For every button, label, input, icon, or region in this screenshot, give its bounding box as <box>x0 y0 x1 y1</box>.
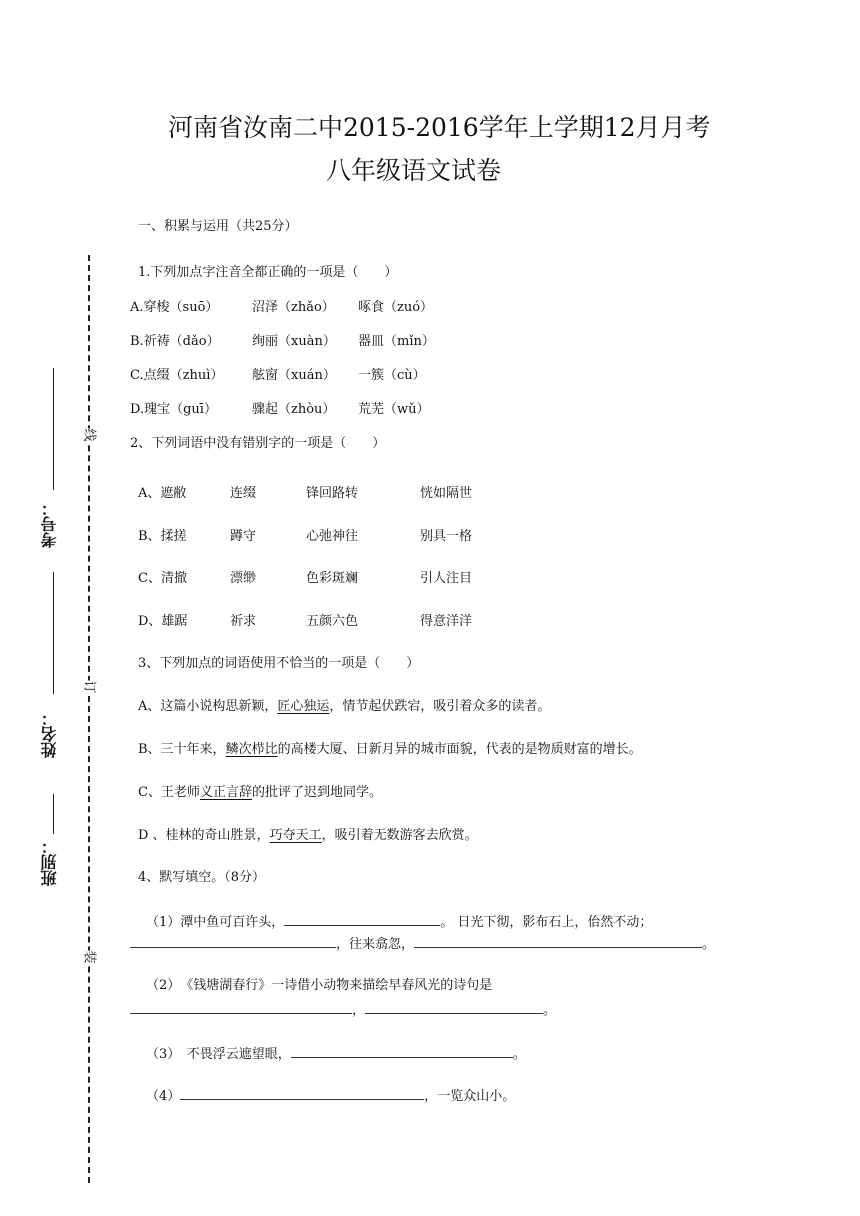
q4-item-1-line2 <box>130 935 715 953</box>
name-blank <box>53 572 54 694</box>
q3-b-pre: B、三十年来， <box>138 742 226 757</box>
binding-char-zhuang: 装 <box>81 950 97 964</box>
q3-a-pre: A、这篇小说构思新颖， <box>138 699 278 714</box>
page-subtitle: 八年级语文试卷 <box>326 156 502 185</box>
exam-number-label: 考号： <box>40 500 59 548</box>
class-label: 班别： <box>40 838 59 886</box>
q4-item-2-line2 <box>130 1001 556 1019</box>
q1-d-3: 荒芜（wǔ） <box>358 402 430 417</box>
binding-char-xian: 线 <box>81 428 97 442</box>
q4-4-pre: （4） <box>146 1089 181 1104</box>
q3-b-term: 鳞次栉比 <box>225 742 278 757</box>
q1-b-2: 绚丽（xuàn） <box>252 334 336 349</box>
q2-c-1: C、清撤 <box>138 571 187 586</box>
q4-2-comma: ， <box>352 1003 366 1018</box>
q3-a-post: ，情节起伏跌宕，吸引着众多的读者。 <box>329 699 551 714</box>
q4-3-end: 。 <box>512 1047 526 1062</box>
q2-c-4: 引人注目 <box>420 571 473 586</box>
q2-d-1: D、雄踞 <box>138 614 188 629</box>
name-label: 姓名： <box>40 710 59 758</box>
q4-2-end: 。 <box>543 1003 557 1018</box>
q3-option-b <box>138 742 642 758</box>
q3-c-pre: C、王老师 <box>138 785 200 800</box>
q3-option-c <box>138 785 382 801</box>
q2-a-2: 连缀 <box>230 486 257 501</box>
q2-c-2: 漂缈 <box>230 571 257 586</box>
q4-4-end: ，一览众山小。 <box>424 1089 516 1104</box>
q4-1-end: 。 <box>702 937 716 952</box>
q2-a-4: 恍如隔世 <box>420 486 473 501</box>
binding-dashed-line <box>88 255 90 1183</box>
q2-c-3: 色彩斑斓 <box>306 571 359 586</box>
q1-d-2: 骤起（zhòu） <box>252 402 336 417</box>
q4-3-pre: （3） 不畏浮云遮望眼， <box>146 1047 291 1062</box>
q3-stem: 3、下列加点的词语使用不恰当的一项是（ ） <box>138 656 420 671</box>
q3-d-term: 巧夺天工 <box>269 828 322 843</box>
q2-a-1: A、遮敝 <box>138 486 187 501</box>
q4-1-blank-c[interactable] <box>414 935 702 948</box>
q3-c-term: 义正言辞 <box>199 785 252 800</box>
q1-d-1: D.瑰宝（guī） <box>130 402 217 417</box>
q2-d-2: 祈求 <box>230 614 257 629</box>
q4-1-mid: 。 日光下彻，影布石上，佁然不动； <box>440 915 653 930</box>
q2-b-2: 蹲守 <box>230 529 257 544</box>
q4-1-blank-a[interactable] <box>284 913 440 926</box>
q4-item-4 <box>146 1087 515 1105</box>
q1-a-2: 沼泽（zhǎo） <box>252 300 335 315</box>
q4-1-blank-b[interactable] <box>130 935 336 948</box>
class-blank <box>53 794 54 834</box>
q4-stem: 4、默写填空。（8分） <box>138 870 266 885</box>
binding-char-ding: 订 <box>81 680 97 694</box>
q4-2-blank-a[interactable] <box>130 1001 352 1014</box>
q3-d-pre: D 、桂林的奇山胜景， <box>138 828 270 843</box>
q4-item-3 <box>146 1045 526 1063</box>
q3-option-d <box>138 828 478 844</box>
q4-3-blank[interactable] <box>291 1045 513 1058</box>
q3-c-post: 的批评了迟到地同学。 <box>251 785 382 800</box>
q2-d-3: 五颜六色 <box>306 614 359 629</box>
q2-d-4: 得意洋洋 <box>420 614 473 629</box>
q1-c-3: 一簇（cù） <box>358 368 426 383</box>
q4-1-mid2: ，往来翕忽， <box>336 937 415 952</box>
q3-b-post: 的高楼大厦、日新月异的城市面貌，代表的是物质财富的增长。 <box>277 742 642 757</box>
q4-2-blank-b[interactable] <box>365 1001 543 1014</box>
q1-c-1: C.点缀（zhuì） <box>130 368 224 383</box>
q4-1-pre: （1）潭中鱼可百许头， <box>146 915 285 930</box>
q4-4-blank[interactable] <box>180 1087 424 1100</box>
q2-b-4: 别具一格 <box>420 529 473 544</box>
q1-b-1: B.祈祷（dǎo） <box>130 334 220 349</box>
q3-d-post: ，吸引着无数游客去欣赏。 <box>321 828 478 843</box>
exam-number-blank <box>53 368 54 490</box>
q4-item-2-line1: （2） 《钱塘湖春行》一诗借小动物来描绘早春风光的诗句是 <box>146 978 493 993</box>
section-heading: 一、积累与运用（共25分） <box>138 219 298 234</box>
q2-b-1: B、揉搓 <box>138 529 187 544</box>
q2-a-3: 锋回路转 <box>306 486 359 501</box>
q3-a-term: 匠心独运 <box>277 699 330 714</box>
q2-b-3: 心弛神往 <box>306 529 359 544</box>
q1-b-3: 器皿（mǐn） <box>358 334 435 349</box>
page-title: 河南省汝南二中2015-2016学年上学期12月月考 <box>168 113 711 142</box>
q1-stem: 1.下列加点字注音全都正确的一项是（ ） <box>138 265 398 280</box>
q1-a-3: 啄食（zuó） <box>358 300 434 315</box>
q2-stem: 2、下列词语中没有错别字的一项是（ ） <box>130 436 386 451</box>
q1-a-1: A.穿梭（suō） <box>130 300 219 315</box>
q4-item-1-line1 <box>146 913 652 931</box>
q1-c-2: 舷窗（xuán） <box>252 368 336 383</box>
q3-option-a <box>138 699 550 715</box>
